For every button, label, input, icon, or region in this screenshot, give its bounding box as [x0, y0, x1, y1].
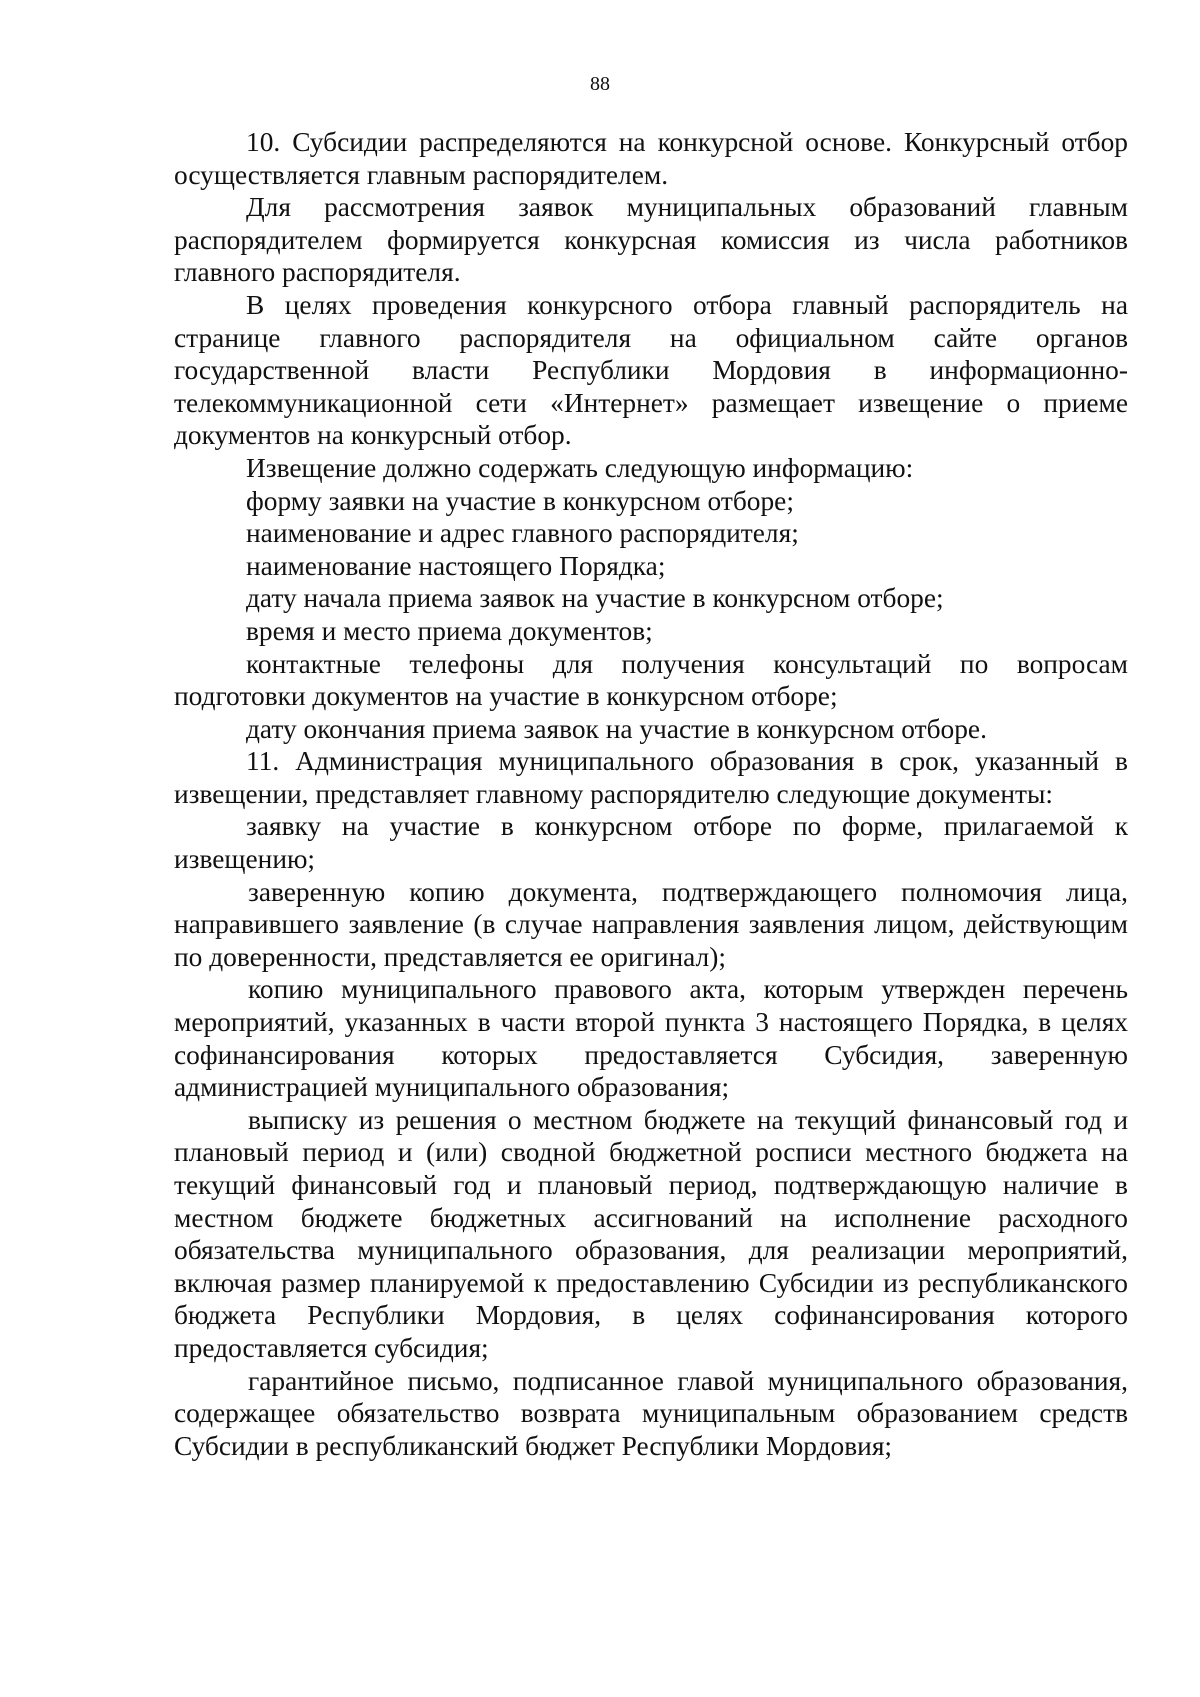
- list-item-distributor-address: наименование и адрес главного распорядителя;: [246, 518, 799, 549]
- paragraph-notice-contents: Извещение должно содержать следующую информацию:: [246, 452, 914, 483]
- list-item-end-date: дату окончания приема заявок на участие в конкурсном отборе.: [246, 713, 987, 744]
- document-body: [174, 126, 1128, 1462]
- list-item-budget-extract: выписку из решения о местном бюджете на текущий финансовый год и плановый период и (или) сводной бюджетной росписи местного бюджета на текущий финансовый год и плановый период, подтверждающую наличие в местном бюджете бюджетных ассигнований на исполнение расходного обязательства муниципального образования, для реализации мероприятий, включая размер планируемой к предоставлению Субсидии из республиканского бюджета Республики Мордовия, в целях софинансирования которого предоставляется субсидия;: [174, 1104, 1128, 1363]
- list-item-procedure-name: наименование настоящего Порядка;: [246, 550, 666, 581]
- paragraph-commission: Для рассмотрения заявок муниципальных образований главным распорядителем формируется конкурсная комиссия из числа работников главного распорядителя.: [174, 192, 1128, 288]
- list-item-municipal-act: копию муниципального правового акта, которым утвержден перечень мероприятий, указанных в части второй пункта 3 настоящего Порядка, в целях софинансирования которых предоставляется Субсидия, заверенную администрацией муниципального образования;: [174, 974, 1128, 1103]
- list-item-contact-phones: контактные телефоны для получения консультаций по вопросам подготовки документов на участие в конкурсном отборе;: [174, 648, 1128, 712]
- paragraph-notice-publication: В целях проведения конкурсного отбора главный распорядитель на странице главного распорядителя на официальном сайте органов государственной власти Республики Мордовия в информационно-телекоммуникационной сети «Интернет» размещает извещение о приеме документов на конкурсный отбор.: [174, 289, 1128, 451]
- paragraph-subsidy-competition: 10. Субсидии распределяются на конкурсной основе. Конкурсный отбор осуществляется главным распорядителем.: [174, 127, 1128, 190]
- list-item-time-place: время и место приема документов;: [246, 615, 653, 646]
- list-item-start-date: дату начала приема заявок на участие в конкурсном отборе;: [246, 583, 944, 614]
- list-item-application-form: форму заявки на участие в конкурсном отборе;: [246, 485, 794, 516]
- list-item-application: заявку на участие в конкурсном отборе по форме, прилагаемой к извещению;: [174, 811, 1128, 875]
- page-number: 88: [590, 73, 610, 95]
- list-item-authority-copy: заверенную копию документа, подтверждающего полномочия лица, направившего заявление (в случае направления заявления лицом, действующим по доверенности, представляется ее оригинал);: [174, 876, 1128, 972]
- list-item-guarantee-letter: гарантийное письмо, подписанное главой муниципального образования, содержащее обязательство возврата муниципальным образованием средств Субсидии в республиканский бюджет Республики Мордовия;: [174, 1365, 1128, 1461]
- paragraph-documents-required: 11. Администрация муниципального образования в срок, указанный в извещении, представляет главному распорядителю следующие документы:: [174, 746, 1128, 809]
